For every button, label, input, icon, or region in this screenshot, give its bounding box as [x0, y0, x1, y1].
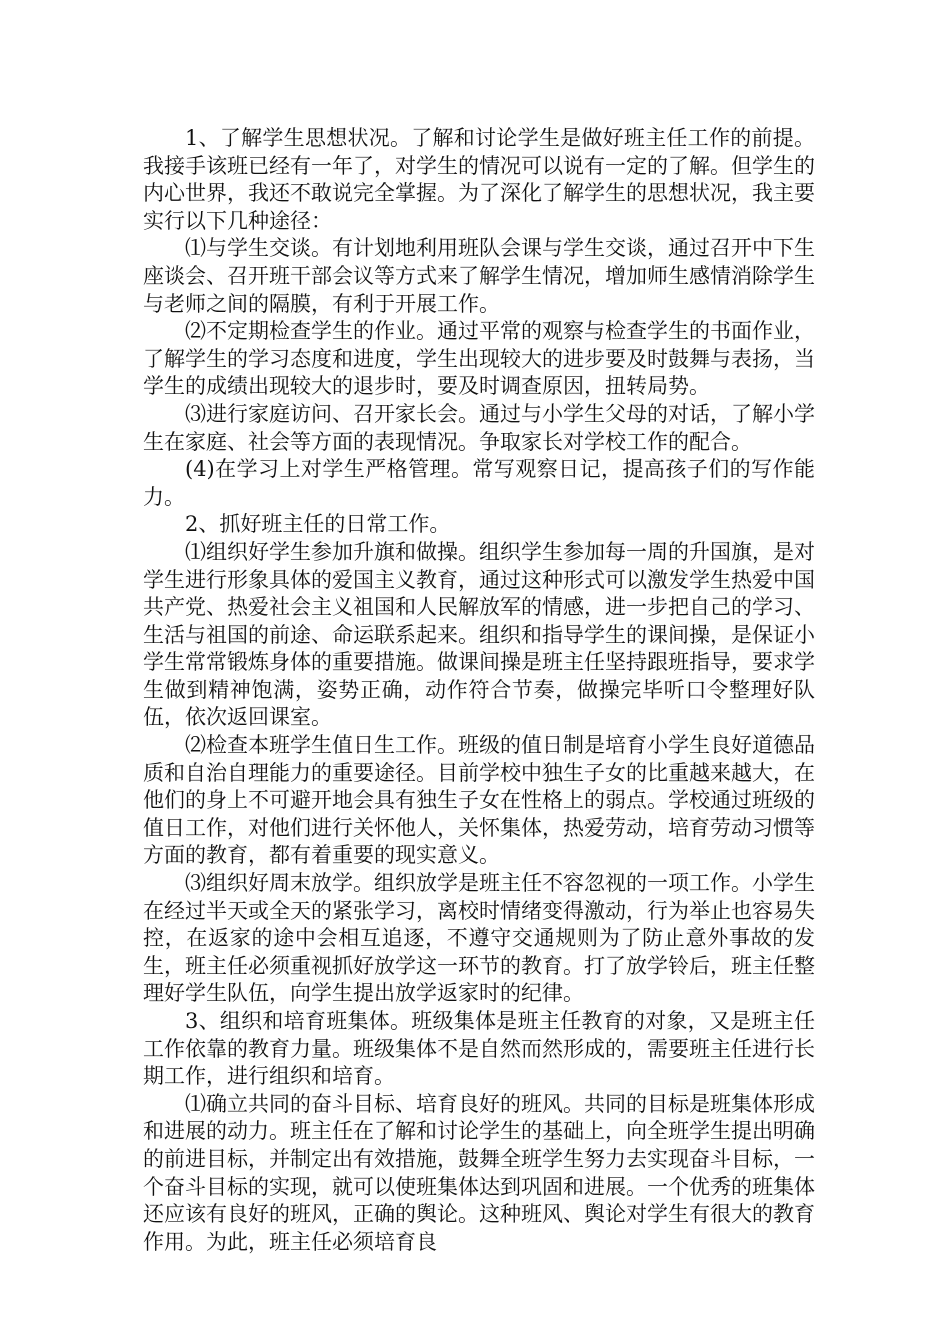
paragraph-flag-raising-exercise: ⑴组织好学生参加升旗和做操。组织学生参加每一周的升国旗，是对学生进行形象具体的爱国主义教育，通过这种形式可以激发学生热爱中国共产党、热爱社会主义祖国和人民解放军的情感，进一步把自己的学习、生活与祖国的前途、命运联系起来。组织和指导学生的课间操，是保证小学生常常锻炼身体的重要措施。做课间操是班主任坚持跟班指导，要求学生做到精神饱满，姿势正确，动作符合节奏，做操完毕听口令整理好队伍，依次返回课室。 [143, 539, 815, 730]
paragraph-common-goals: ⑴确立共同的奋斗目标、培育良好的班风。共同的目标是班集体形成和进展的动力。班主任在了解和讨论学生的基础上，向全班学生提出明确的前进目标，并制定出有效措施，鼓舞全班学生努力去实现奋斗目标，一个奋斗目标的实现，就可以使班集体达到巩固和进展。一个优秀的班集体还应该有良好的班风，正确的舆论。这种班风、舆论对学生有很大的教育作用。为此，班主任必须培育良 [143, 1091, 815, 1254]
document-body [143, 125, 815, 1256]
paragraph-home-visits: ⑶进行家庭访问、召开家长会。通过与小学生父母的对话，了解小学生在家庭、社会等方面的表现情况。争取家长对学校工作的配合。 [143, 401, 815, 454]
paragraph-talk-with-students: ⑴与学生交谈。有计划地利用班队会课与学生交谈，通过召开中下生座谈会、召开班干部会议等方式来了解学生情况，增加师生感情消除学生与老师之间的隔膜，有利于开展工作。 [143, 236, 815, 316]
paragraph-study-management: (4)在学习上对学生严格管理。常写观察日记，提高孩子们的写作能力。 [143, 457, 815, 509]
paragraph-understand-students: 1、了解学生思想状况。了解和讨论学生是做好班主任工作的前提。我接手该班已经有一年了，对学生的情况可以说有一定的了解。但学生的内心世界，我还不敢说完全掌握。为了深化了解学生的思想状况，我主要实行以下几种途径： [143, 126, 815, 233]
paragraph-daily-work-heading: 2、抓好班主任的日常工作。 [185, 512, 451, 537]
paragraph-check-homework: ⑵不定期检查学生的作业。通过平常的观察与检查学生的书面作业，了解学生的学习态度和进度，学生出现较大的进步要及时鼓舞与表扬，当学生的成绩出现较大的退步时，要及时调查原因，扭转局势。 [143, 319, 815, 399]
paragraph-class-collective: 3、组织和培育班集体。班级集体是班主任教育的对象，又是班主任工作依靠的教育力量。班级集体不是自然而然形成的，需要班主任进行长期工作，进行组织和培育。 [143, 1009, 815, 1089]
paragraph-duty-students: ⑵检查本班学生值日生工作。班级的值日制是培育小学生良好道德品质和自治自理能力的重要途径。目前学校中独生子女的比重越来越大，在他们的身上不可避开地会具有独生子女在性格上的弱点。学校通过班级的值日工作，对他们进行关怀他人，关怀集体，热爱劳动，培育劳动习惯等方面的教育，都有着重要的现实意义。 [143, 733, 815, 868]
paragraph-weekend-dismissal: ⑶组织好周末放学。组织放学是班主任不容忽视的一项工作。小学生在经过半天或全天的紧张学习，离校时情绪变得激动，行为举止也容易失控，在返家的途中会相互追逐，不遵守交通规则为了防止意外事故的发生，班主任必须重视抓好放学这一环节的教育。打了放学铃后，班主任整理好学生队伍，向学生提出放学返家时的纪律。 [143, 871, 815, 1006]
